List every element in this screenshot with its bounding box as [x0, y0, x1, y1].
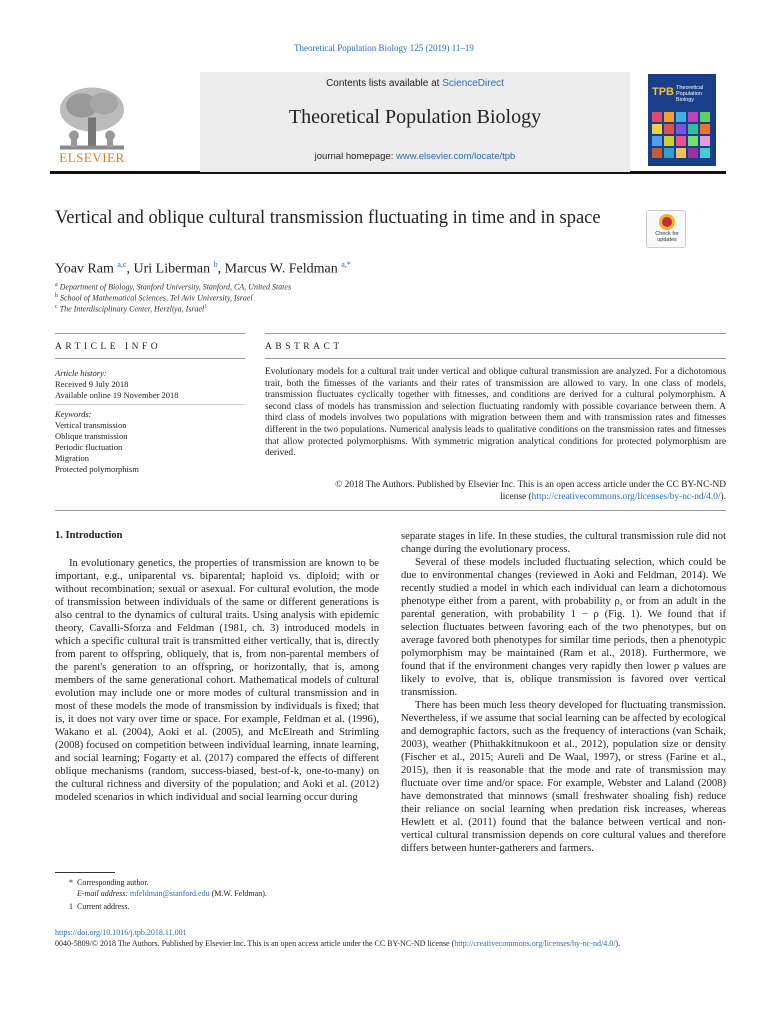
keywords-label: Keywords:	[55, 409, 92, 419]
doi-link[interactable]: https://doi.org/10.1016/j.tpb.2018.11.001	[55, 928, 187, 937]
email-link[interactable]: mfeldman@stanford.edu	[130, 889, 210, 898]
cover-abbrev: TPB	[652, 86, 674, 98]
divider	[55, 333, 245, 334]
keyword: Periodic fluctuation	[55, 442, 123, 452]
keyword: Migration	[55, 453, 89, 463]
available-date: Available online 19 November 2018	[55, 390, 179, 400]
elsevier-wordmark: ELSEVIER	[59, 150, 125, 165]
divider	[55, 358, 245, 359]
journal-reference[interactable]: Theoretical Population Biology 125 (2019) 11–19	[294, 43, 474, 53]
bottom-license: 0040-5809/© 2018 The Authors. Published by Elsevier Inc. This is an open access article under the CC BY-NC-ND license (http://creativecommons.org/licenses/by-nc-nd/4.0/).	[55, 939, 621, 948]
banner-center	[200, 72, 630, 172]
abstract-body: Evolutionary models for a cultural trait under vertical and oblique cultural transmission are analyzed. For a dichotomous trait, both the fitnesses of the variants and their rates of transmission are allowed to vary. In one class of models, transmission fluctuates cyclically together with fitnesses, and conditions are derived for a cultural polymorphism. A second class of models has transmission and selection fluctuating randomly with possible covariance between them. A third class of models involves two populations with migration between them and with transmission rates and fitnesses different in the two populations. Numerical analysis leads to qualitative conditions on the transmission rates and fitnesses that allow protected polymorphisms. With symmetric migration analytical conditions for protected polymorphism are derived.	[265, 367, 726, 459]
author-name[interactable]: Marcus W. Feldman	[224, 261, 338, 277]
sciencedirect-link[interactable]: ScienceDirect	[442, 78, 504, 89]
check-for-updates-button[interactable]	[646, 210, 686, 248]
contents-line: Contents lists available at ScienceDirect	[326, 78, 504, 89]
cover-pattern	[652, 112, 712, 162]
homepage-link[interactable]: www.elsevier.com/locate/tpb	[396, 151, 516, 162]
author-name[interactable]: Uri Liberman	[133, 261, 211, 277]
author-affil-mark[interactable]: a,*	[341, 260, 351, 269]
license-link[interactable]: http://creativecommons.org/licenses/by-nc-nd/4.0/	[531, 491, 721, 502]
body-paragraph: There has been much less theory developed for fluctuating transmission. Nevertheless, if we assume that social learning can be affected by ecological and demographic factors, such as the frequency of interactions (van Schaik, 2003), weather (Phithakkitnukoon et al., 2012), population size or density (Fischer et al., 2015; Aureli and De Waal, 1997), or stress (Farine et al., 2015), then it is reasonable that the mode and rate of transmission may fluctuate over time and/or space. For example, Webster and Laland (2008) have demonstrated that minnows (small freshwater shoaling fish) reduce their reliance on social learning when predation risk increases, whereas Hewlett et al. (2011) found that the balance between vertical and non-vertical cultural transmission depends on core cultural values and therefore differs between hunter-gatherers and farmers.	[401, 700, 726, 854]
footnote-corresponding: * Corresponding author.	[69, 878, 149, 887]
abstract-heading: ABSTRACT	[265, 342, 343, 352]
homepage-line: journal homepage: www.elsevier.com/locate/tpb	[314, 151, 516, 162]
divider	[265, 333, 726, 334]
body-paragraph: Several of these models included fluctuating selection, which could be due to environmental changes (reviewed in Aoki and Feldman, 2014). We recently studied a model in which each individual can learn a dichotomous phenotype either from a parent, with probability ρ, or from an adult in the parental generation, with probability 1 − ρ (Fig. 1). We found that if selection fluctuates between favoring each of the two phenotypes, but on average favored both phenotypes for similar time periods, then a phenotypic polymorphism may be maintained (Ram et al., 2018). Furthermore, we found that if the environment changes very rapidly then lower ρ values are likely to evolve, that is, oblique transmission is favored over vertical transmission.	[401, 557, 726, 698]
author-list: Yoav Ram $^{a,c}$, Uri Liberman $^b$, Marcus W. Feldman $^{a,*}$	[55, 260, 351, 277]
footnote-email: E-mail address: mfeldman@stanford.edu (M.W. Feldman).	[77, 889, 267, 898]
bottom-license-link[interactable]: http://creativecommons.org/licenses/by-nc-nd/4.0/	[454, 939, 616, 948]
check-updates-icon	[659, 214, 675, 230]
journal-cover-image[interactable]	[648, 74, 716, 166]
keyword: Vertical transmission	[55, 420, 127, 430]
journal-title: Theoretical Population Biology	[288, 106, 542, 128]
article-info-heading: ARTICLE INFO	[55, 342, 162, 352]
affiliation: $^c$ The Interdisciplinary Center, Herzliya, Israel$^1$	[55, 304, 208, 314]
intro-left-column	[55, 557, 379, 804]
intro-right-column	[401, 530, 726, 855]
abstract-copyright: © 2018 The Authors. Published by Elsevier Inc. This is an open access article under the CC BY-NC-ND license (http://creativecommons.org/licenses/by-nc-nd/4.0/).	[335, 480, 726, 502]
divider	[55, 510, 726, 511]
article-title: Vertical and oblique cultural transmission fluctuating in time and in space	[55, 208, 601, 228]
received-date: Received 9 July 2018	[55, 379, 129, 389]
section-heading-introduction: 1. Introduction	[55, 530, 123, 541]
divider	[55, 404, 245, 405]
footnote-rule	[55, 872, 115, 873]
check-updates-label: Check for updates	[655, 231, 679, 243]
body-paragraph: separate stages in life. In these studies, the cultural transmission rule did not change during the evolutionary process.	[401, 531, 726, 555]
affiliation: $^b$ School of Mathematical Sciences, Tel Aviv University, Israel	[55, 293, 253, 303]
keyword: Protected polymorphism	[55, 464, 139, 474]
affiliation: $^a$ Department of Biology, Stanford University, Stanford, CA, United States	[55, 282, 292, 292]
history-label: Article history:	[55, 368, 107, 378]
footnote-current-address: 1 Current address.	[69, 902, 130, 911]
cover-title: Theoretical Population Biology	[676, 85, 704, 103]
divider	[265, 358, 726, 359]
author-name[interactable]: Yoav Ram	[55, 261, 114, 277]
author-affil-mark[interactable]: a,c	[117, 260, 127, 269]
author-affil-mark[interactable]: b	[213, 260, 218, 269]
keyword: Oblique transmission	[55, 431, 128, 441]
body-paragraph: In evolutionary genetics, the properties of transmission are known to be important, e.g., uniparental vs. biparental; haploid vs. diploid; with or without recombination; sexual or asexual. For cultural evolution, the mode of transmission between individuals of the same or different generations is also central to the dynamics of cultural traits. Using analysis with epidemic theory, Cavalli-Sforza and Feldman (1981, ch. 3) introduced models in which a specific cultural trait is transmitted either vertically, that is, directly from parent to offspring, obliquely, that is, from non-parental members of the parent's generation to an offspring, or horizontally, that is, among members of the same generational cohort. Mathematical models of cultural evolution may include one or more modes of cultural transmission and in most of these models the mode of transmission by individuals is fixed; that is, it does not vary over time or space. For example, Feldman et al. (1996), Wakano et al. (2004), Aoki et al. (2005), and McElreath and Strimling (2008) focused on competition between individual learning, innate learning, and social learning; Fogarty et al. (2017) compared the effects of different oblique mechanisms (random, success-biased, best-of-k, one-to-many) on the cultural richness and diversity of the population; and Aoki et al. (2012) modeled scenarios in which individual and social learning occur during	[55, 558, 379, 803]
